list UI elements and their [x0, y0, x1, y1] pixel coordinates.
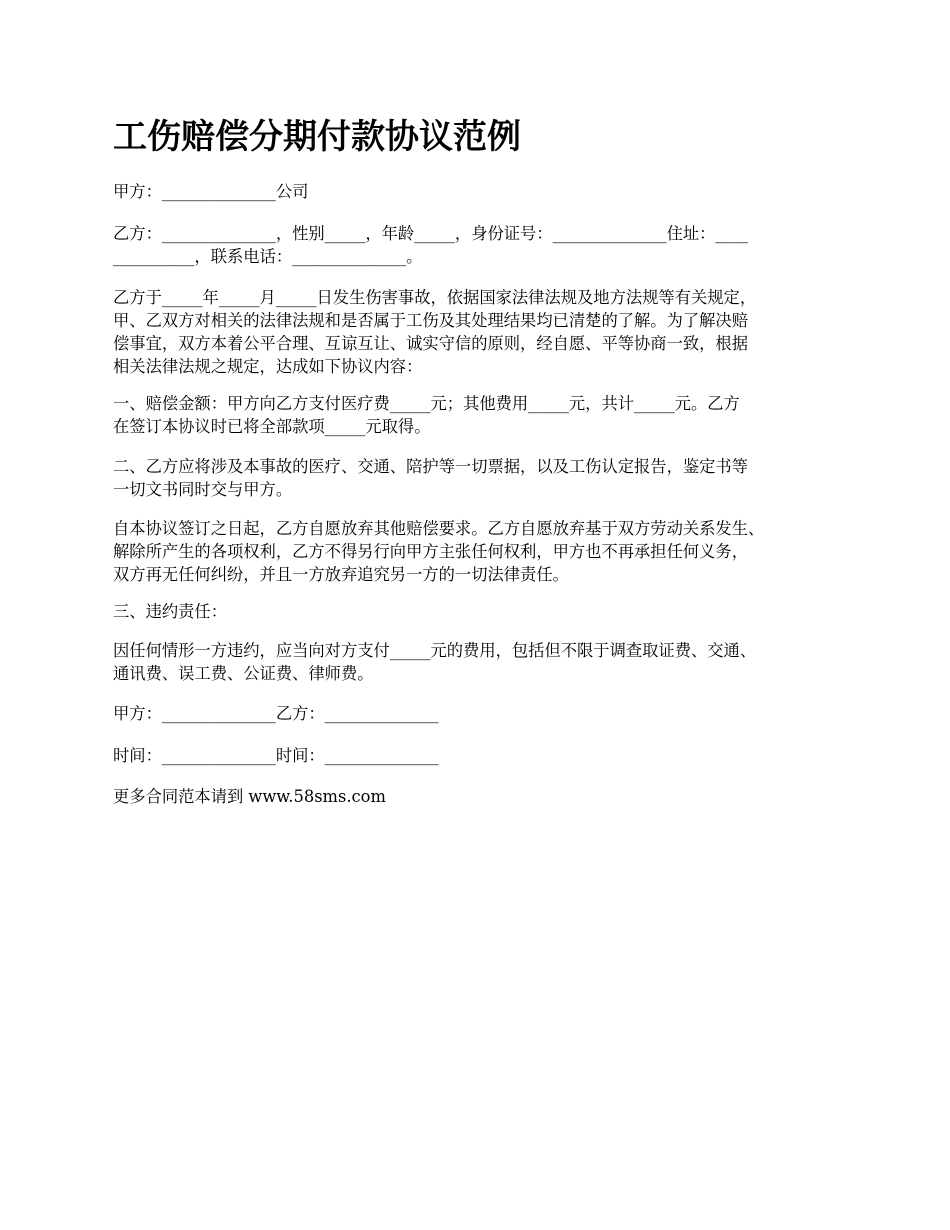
- breach-line-1: 因任何情形一方违约，应当向对方支付_____元的费用，包括但不限于调查取证费、交通、: [113, 641, 757, 660]
- breach-line-2: 通讯费、误工费、公证费、律师费。: [113, 664, 374, 683]
- date-line: 时间：______________时间：______________: [113, 746, 439, 765]
- signature-line: 甲方：______________乙方：______________: [113, 704, 439, 723]
- footer-link-text: 更多合同范本请到 www.58sms.com: [113, 787, 386, 806]
- clause-1-line-2: 在签订本协议时已将全部款项_____元取得。: [113, 417, 431, 436]
- waiver-line-1: 自本协议签订之日起，乙方自愿放弃其他赔偿要求。乙方自愿放弃基于双方劳动关系发生、: [113, 519, 765, 538]
- clause-3-heading: 三、违约责任：: [113, 602, 227, 621]
- clause-2-line-2: 一切文书同时交与甲方。: [113, 480, 293, 499]
- clause-1-line-1: 一、赔偿金额：甲方向乙方支付医疗费_____元；其他费用_____元，共计_____元。乙方: [113, 394, 740, 413]
- party-b-line-2: __________，联系电话：______________。: [113, 247, 423, 266]
- intro-line-2: 甲、乙双方对相关的法律法规和是否属于工伤及其处理结果均已清楚的了解。为了解决赔: [113, 311, 748, 330]
- clause-2-line-1: 二、乙方应将涉及本事故的医疗、交通、陪护等一切票据，以及工伤认定报告，鉴定书等: [113, 457, 748, 476]
- waiver-line-3: 双方再无任何纠纷，并且一方放弃追究另一方的一切法律责任。: [113, 565, 569, 584]
- party-b-line-1: 乙方：______________，性别_____，年龄_____，身份证号：______________住址：____: [113, 224, 748, 243]
- document-title: 工伤赔偿分期付款协议范例: [113, 117, 521, 157]
- intro-line-1: 乙方于_____年_____月_____日发生伤害事故，依据国家法律法规及地方法规等有关规定，: [113, 288, 757, 307]
- waiver-line-2: 解除所产生的各项权利，乙方不得另行向甲方主张任何权利，甲方也不再承担任何义务，: [113, 542, 748, 561]
- party-a-line: 甲方：______________公司: [113, 182, 309, 201]
- intro-line-3: 偿事宜，双方本着公平合理、互谅互让、诚实守信的原则，经自愿、平等协商一致，根据: [113, 334, 748, 353]
- intro-line-4: 相关法律法规之规定，达成如下协议内容：: [113, 357, 423, 376]
